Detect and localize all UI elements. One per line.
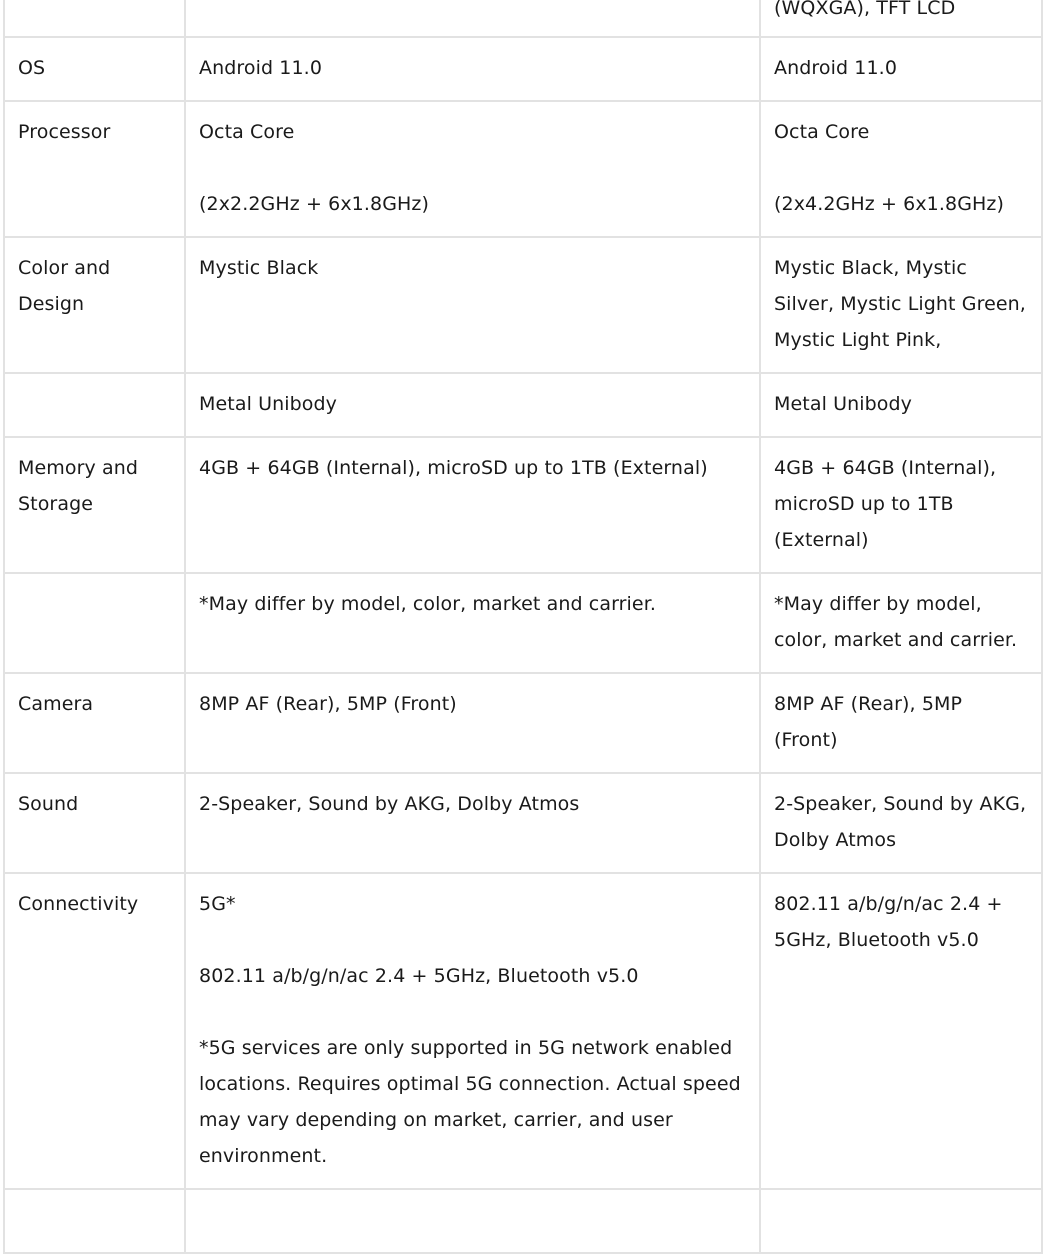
spec-table [3,0,1043,1254]
row-label [4,573,185,673]
row-label [4,373,185,437]
row-label: Processor [4,101,185,237]
table-row [4,0,1042,37]
spec-value-col2: 4GB + 64GB (Internal), microSD up to 1TB (External) [760,437,1042,573]
spec-value-col1: 5G* 802.11 a/b/g/n/ac 2.4 + 5GHz, Bluetooth v5.0 *5G services are only supported in 5G network enabled locations. Requires optimal 5G connection. Actual speed may vary depending on market, carrier, and user environment. [185,873,760,1189]
spec-value-col2: *May differ by model, color, market and carrier. [760,573,1042,673]
spec-value-col2 [760,1189,1042,1253]
spec-value-col2: 8MP AF (Rear), 5MP (Front) [760,673,1042,773]
table-row [4,1189,1042,1253]
table-row [4,373,1042,437]
spec-value-col1: Octa Core (2x2.2GHz + 6x1.8GHz) [185,101,760,237]
spec-value-col1: Android 11.0 [185,37,760,101]
spec-value-col2: Octa Core (2x4.2GHz + 6x1.8GHz) [760,101,1042,237]
table-row [4,873,1042,1189]
row-label: Connectivity [4,873,185,1189]
row-label [4,0,185,37]
spec-value-col2: Mystic Black, Mystic Silver, Mystic Light Green, Mystic Light Pink, [760,237,1042,373]
spec-value-col1: Mystic Black [185,237,760,373]
spec-value-col1 [185,0,760,37]
table-row [4,37,1042,101]
table-row [4,673,1042,773]
spec-value-col1 [185,1189,760,1253]
spec-value-col1: 8MP AF (Rear), 5MP (Front) [185,673,760,773]
spec-value-col2: (WQXGA), TFT LCD [760,0,1042,37]
spec-value-col1: 2-Speaker, Sound by AKG, Dolby Atmos [185,773,760,873]
row-label [4,1189,185,1253]
row-label: Camera [4,673,185,773]
table-row [4,101,1042,237]
table-row [4,237,1042,373]
row-label: Memory and Storage [4,437,185,573]
row-label: Color and Design [4,237,185,373]
spec-value-col1: 4GB + 64GB (Internal), microSD up to 1TB (External) [185,437,760,573]
row-label: Sound [4,773,185,873]
spec-value-col2: 802.11 a/b/g/n/ac 2.4 + 5GHz, Bluetooth v5.0 [760,873,1042,1189]
table-row [4,437,1042,573]
spec-value-col2: Android 11.0 [760,37,1042,101]
table-row [4,573,1042,673]
spec-value-col1: *May differ by model, color, market and carrier. [185,573,760,673]
spec-value-col2: 2-Speaker, Sound by AKG, Dolby Atmos [760,773,1042,873]
table-row [4,773,1042,873]
spec-value-col2: Metal Unibody [760,373,1042,437]
spec-value-col1: Metal Unibody [185,373,760,437]
row-label: OS [4,37,185,101]
